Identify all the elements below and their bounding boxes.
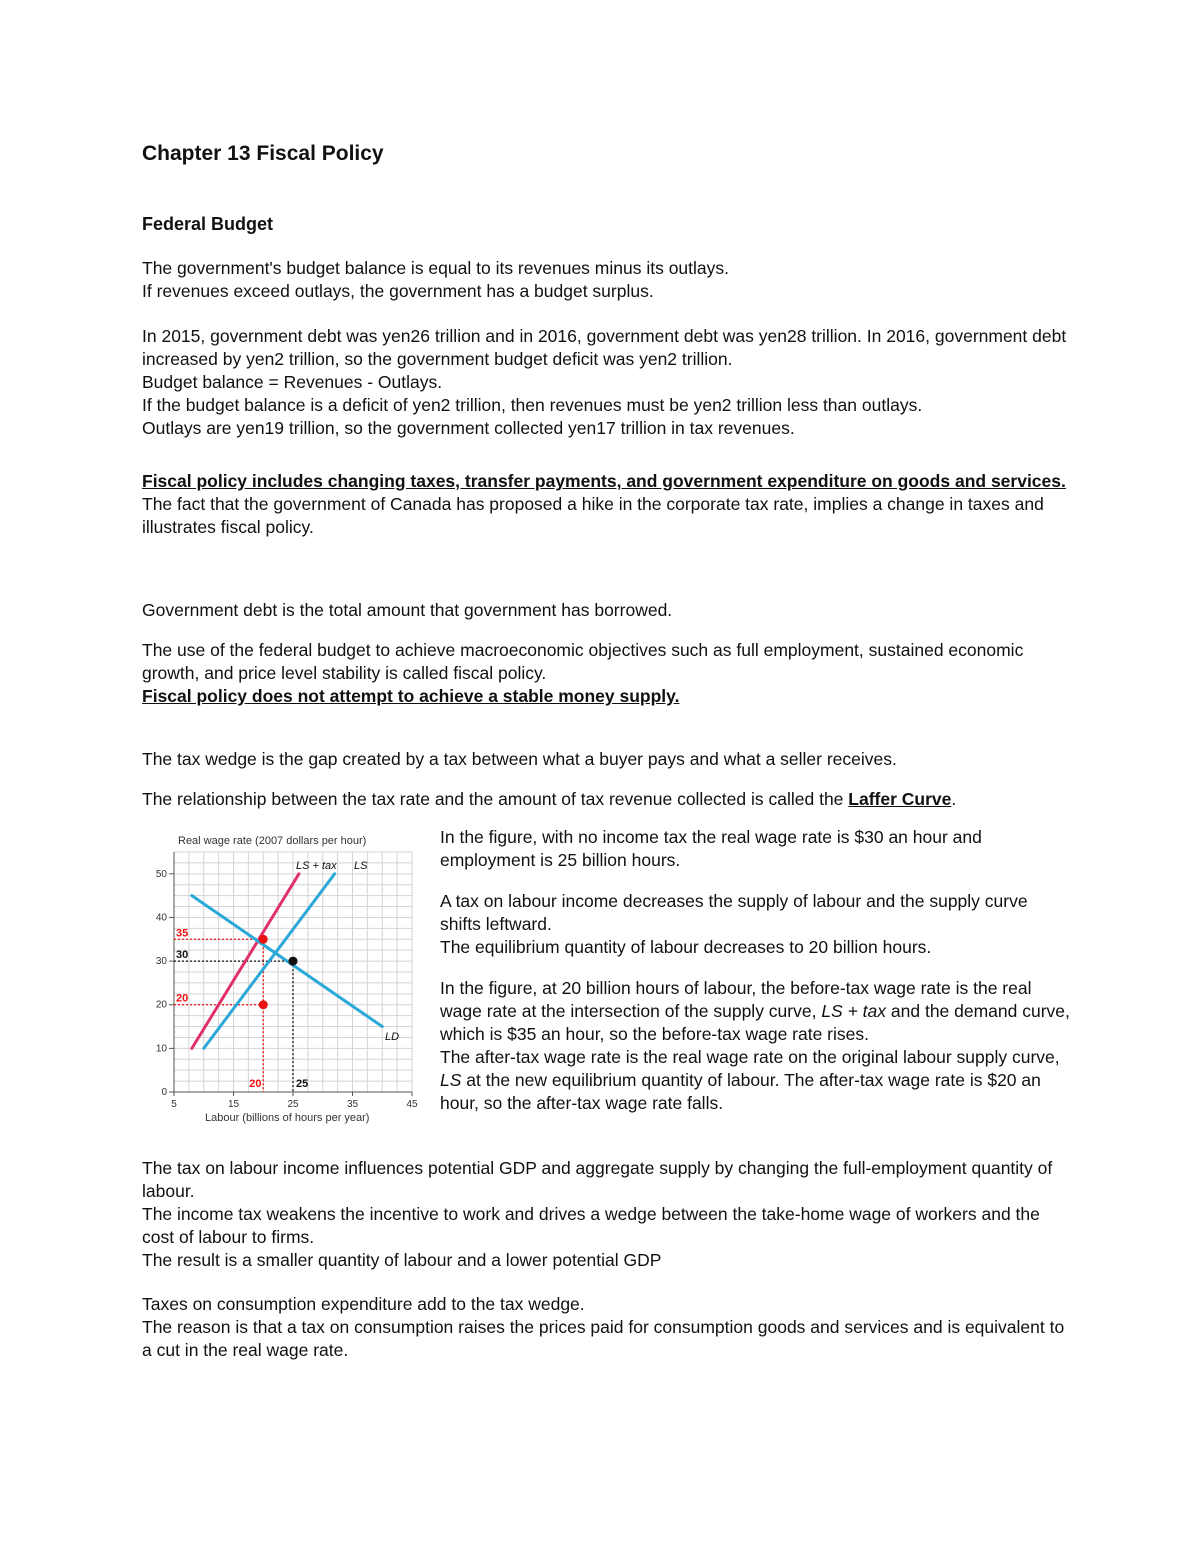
text-span: LS — [440, 1070, 462, 1090]
text-line: The government's budget balance is equal to its revenues minus its outlays. — [142, 258, 730, 278]
fiscal-policy-definition: Fiscal policy includes changing taxes, transfer payments, and government expenditure on goods and services. — [142, 471, 1066, 491]
budget-use-paragraph — [142, 639, 1067, 708]
x-tick-label: 45 — [406, 1099, 418, 1110]
text-line: Outlays are yen19 trillion, so the government collected yen17 trillion in tax revenues. — [142, 418, 795, 438]
y-tick-label: 50 — [155, 868, 167, 880]
y-tick-label: 40 — [155, 912, 167, 924]
text-line: The tax wedge is the gap created by a tax between what a buyer pays and what a seller receives. — [142, 749, 897, 769]
text-line: The income tax weakens the incentive to work and drives a wedge between the take-home wage of workers and the cost of labour to firms. — [142, 1204, 1040, 1247]
text-line: The use of the federal budget to achieve macroeconomic objectives such as full employment, sustained economic growth, and price level stability is called fiscal policy. — [142, 640, 1024, 683]
text-line: Budget balance = Revenues - Outlays. — [142, 372, 443, 392]
tax-wedge-paragraph — [142, 748, 1067, 771]
curve-label-ls: LS — [354, 860, 368, 872]
laffer-pre: The relationship between the tax rate and the amount of tax revenue collected is called the — [142, 789, 849, 809]
y-axis-title: Real wage rate (2007 dollars per hour) — [178, 835, 367, 847]
text-line — [142, 788, 1067, 811]
text-line — [440, 977, 1070, 1046]
text-line: The fact that the government of Canada has proposed a hike in the corporate tax rate, implies a change in taxes and illustrates fiscal policy. — [142, 494, 1044, 537]
text-line: In the figure, with no income tax the real wage rate is $30 an hour and employment is 25 billion hours. — [440, 827, 982, 870]
text-span: LS + tax — [821, 1001, 887, 1021]
labour-market-chart — [130, 826, 430, 1126]
text-line: In 2015, government debt was yen26 trillion and in 2016, government debt was yen28 trillion. In 2016, government debt increased by yen2 trillion, so the government budget deficit was yen2 trillion. — [142, 326, 1067, 369]
y-tick-label: 0 — [161, 1087, 167, 1098]
y-tick-label: 10 — [155, 1043, 167, 1055]
y-tick-label: 20 — [155, 999, 167, 1011]
fiscal-policy-paragraph — [142, 470, 1067, 539]
value-label-35: 35 — [176, 927, 189, 940]
x-tick-label: 5 — [171, 1099, 177, 1110]
government-debt-paragraph — [142, 599, 1067, 622]
text-line: Government debt is the total amount that government has borrowed. — [142, 600, 673, 620]
text-line: Taxes on consumption expenditure add to the tax wedge. — [142, 1294, 585, 1314]
figure-explanation — [440, 826, 1070, 1115]
text-span: In the figure, at 20 billion hours of labour, the before-tax wage rate is the real wage rate at the intersection of the supply curve, — [440, 978, 1032, 1021]
text-line: The tax on labour income influences potential GDP and aggregate supply by changing the full-employment quantity of labour. — [142, 1158, 1053, 1201]
y-tick-label: 30 — [155, 956, 167, 968]
text-line — [440, 1046, 1070, 1115]
text-line: If revenues exceed outlays, the government has a budget surplus. — [142, 281, 654, 301]
equilibrium-point-0 — [259, 935, 268, 944]
text-span: The after-tax wage rate is the real wage rate on the original labour supply curve, — [440, 1047, 1060, 1067]
value-label-x25: 25 — [296, 1078, 309, 1090]
x-tick-label: 25 — [287, 1099, 299, 1110]
labour-tax-paragraph — [142, 1157, 1067, 1272]
value-label-30: 30 — [176, 949, 189, 962]
text-span: at the new equilibrium quantity of labour. The after-tax wage rate is $20 an hour, so the after-tax wage rate falls. — [440, 1070, 1041, 1113]
laffer-curve-term: Laffer Curve — [848, 789, 952, 809]
chapter-title: Chapter 13 Fiscal Policy — [142, 142, 384, 165]
curve-label-ld: LD — [385, 1031, 400, 1043]
equilibrium-point-1 — [259, 1000, 268, 1009]
section-heading: Federal Budget — [142, 214, 274, 234]
money-supply-note: Fiscal policy does not attempt to achieve a stable money supply. — [142, 686, 680, 706]
equilibrium-point-2 — [289, 957, 298, 966]
text-line: The equilibrium quantity of labour decreases to 20 billion hours. — [440, 937, 932, 957]
laffer-post: . — [951, 789, 957, 809]
value-label-20: 20 — [176, 992, 189, 1005]
text-line: The result is a smaller quantity of labour and a lower potential GDP — [142, 1250, 662, 1270]
debt-example-paragraph — [142, 325, 1067, 440]
x-tick-label: 35 — [346, 1099, 359, 1110]
curve-label-ls-tax: LS + tax — [296, 860, 337, 872]
text-span: and the demand curve, which is $35 an hour, so the before-tax wage rate rises. — [440, 1001, 1070, 1044]
text-line: The reason is that a tax on consumption raises the prices paid for consumption goods and services and is equivalent to a cut in the real wage rate. — [142, 1317, 1065, 1360]
text-line: A tax on labour income decreases the supply of labour and the supply curve shifts leftward. — [440, 891, 1028, 934]
laffer-paragraph — [142, 788, 1067, 811]
text-line: If the budget balance is a deficit of yen2 trillion, then revenues must be yen2 trillion less than outlays. — [142, 395, 923, 415]
x-axis-title: Labour (billions of hours per year) — [205, 1112, 370, 1124]
consumption-tax-paragraph — [142, 1293, 1067, 1362]
budget-balance-paragraph — [142, 257, 1067, 303]
value-label-x20: 20 — [249, 1078, 262, 1090]
x-tick-label: 15 — [227, 1099, 240, 1110]
